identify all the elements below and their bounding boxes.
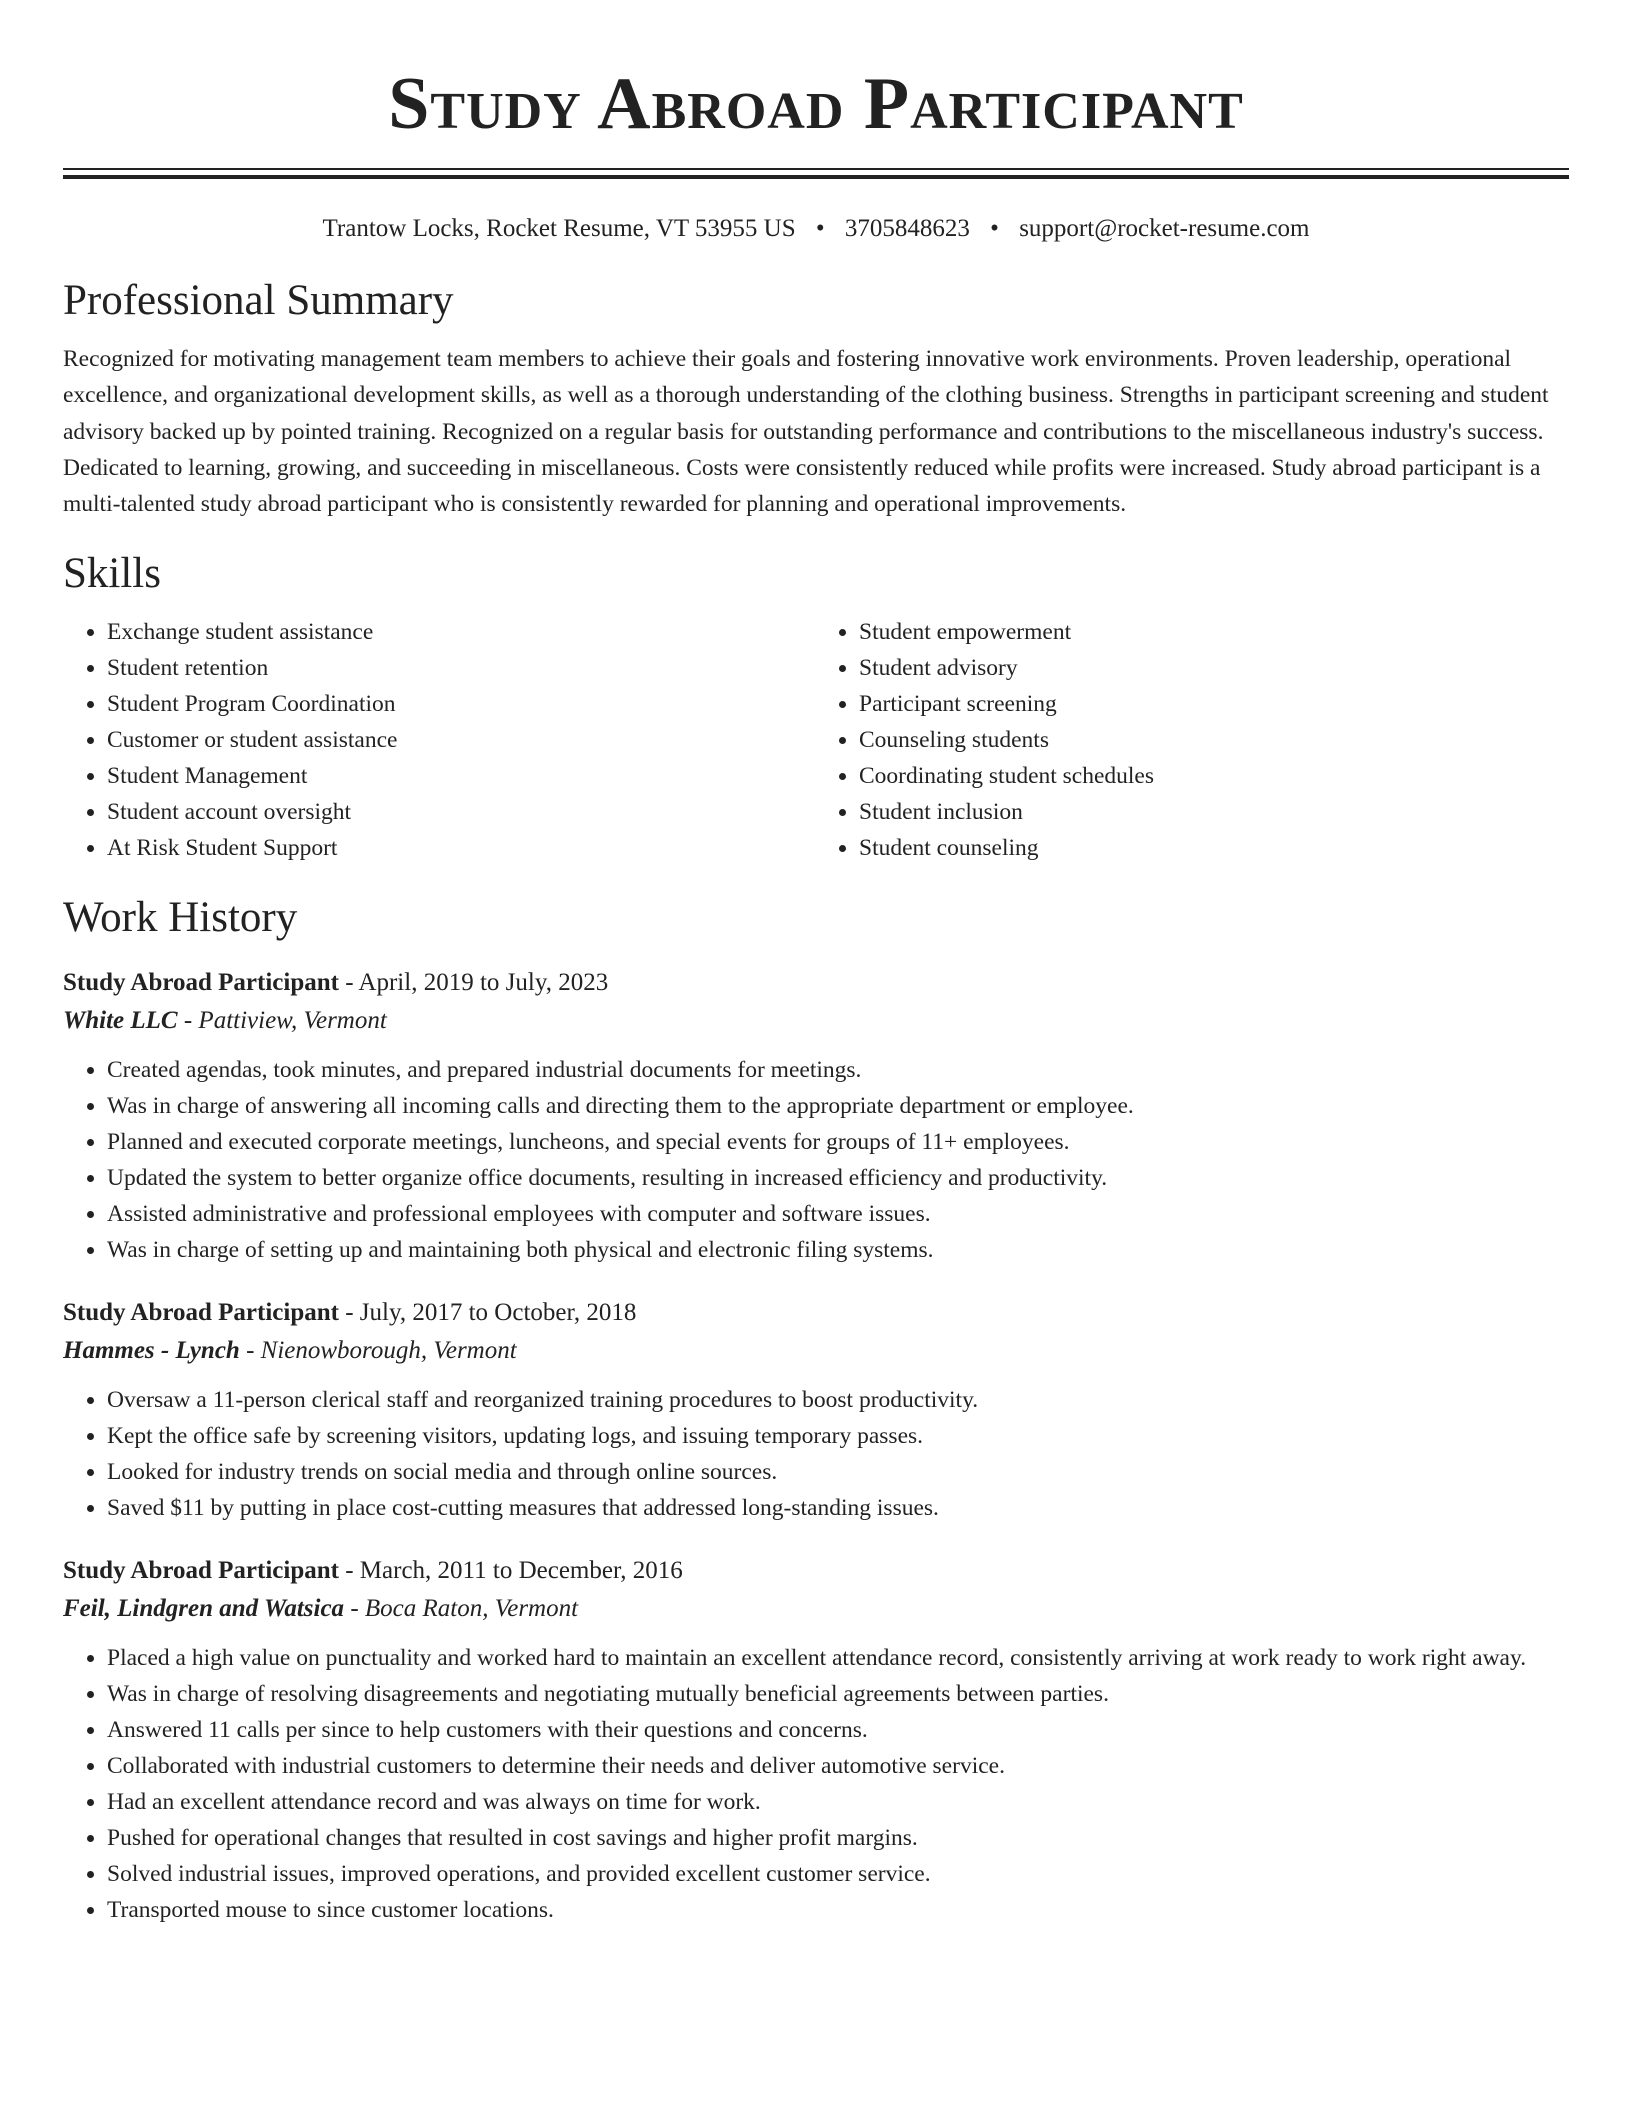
- skill-item: • Counseling students: [859, 722, 1569, 758]
- skill-item: • Coordinating student schedules: [859, 758, 1569, 794]
- job-bullets: [63, 1640, 1569, 1928]
- job-entry: [63, 1552, 1569, 1928]
- job-entry: [63, 1294, 1569, 1526]
- skills-column-left: [63, 614, 817, 866]
- job-dates: - April, 2019 to July, 2023: [338, 969, 609, 997]
- skill-item: • Student counseling: [859, 830, 1569, 866]
- job-bullet: • Solved industrial issues, improved operations, and provided excellent customer service.: [107, 1856, 1569, 1892]
- skill-item: • Exchange student assistance: [107, 614, 817, 650]
- contact-email: support@rocket-resume.com: [1019, 215, 1310, 242]
- job-bullet: • Planned and executed corporate meetings, luncheons, and special events for groups of 11+ employees.: [107, 1124, 1569, 1160]
- job-bullet: • Oversaw a 11-person clerical staff and reorganized training procedures to boost productivity.: [107, 1382, 1569, 1418]
- section-title-skills: Skills: [63, 550, 161, 598]
- section-title-summary: Professional Summary: [63, 277, 454, 324]
- job-bullet: • Answered 11 calls per since to help customers with their questions and concerns.: [107, 1712, 1569, 1748]
- skill-item: • Student advisory: [859, 650, 1569, 686]
- job-dates: - March, 2011 to December, 2016: [338, 1557, 683, 1585]
- job-role: Study Abroad Participant: [63, 969, 339, 997]
- job-bullet: • Placed a high value on punctuality and worked hard to maintain an excellent attendance record, consistently arriving at work ready to work right away.: [107, 1640, 1569, 1676]
- job-bullet: • Updated the system to better organize office documents, resulting in increased efficiency and productivity.: [107, 1160, 1569, 1196]
- skill-item: • Participant screening: [859, 686, 1569, 722]
- job-entry: [63, 964, 1569, 1268]
- job-title-line: [63, 1552, 1569, 1590]
- job-bullet: • Transported mouse to since customer locations.: [107, 1892, 1569, 1928]
- contact-line: [63, 213, 1569, 245]
- skill-item: • Student Program Coordination: [107, 686, 817, 722]
- skills-list: [63, 614, 1569, 866]
- job-bullet: • Created agendas, took minutes, and prepared industrial documents for meetings.: [107, 1052, 1569, 1088]
- summary-text: Recognized for motivating management team members to achieve their goals and fostering innovative work environments. Proven leadership, operational excellence, and organizational development skills, as well as a thorough understanding of the clothing business. Strengths in participant screening and student advisory backed up by pointed training. Recognized on a regular basis for outstanding performance and contributions to the miscellaneous industry's success. Dedicated to learning, growing, and succeeding in miscellaneous. Costs were consistently reduced while profits were increased. Study abroad participant is a multi-talented study abroad participant who is consistently rewarded for planning and operational improvements.: [63, 346, 1549, 518]
- job-title-line: [63, 964, 1569, 1002]
- job-bullet: • Looked for industry trends on social media and through online sources.: [107, 1454, 1569, 1490]
- job-role: Study Abroad Participant: [63, 1557, 339, 1585]
- job-bullet: • Was in charge of answering all incoming calls and directing them to the appropriate department or employee.: [107, 1088, 1569, 1124]
- job-role: Study Abroad Participant: [63, 1299, 339, 1327]
- job-company-line: [63, 1332, 1569, 1370]
- job-company-line: [63, 1002, 1569, 1040]
- skills-column-right: [815, 614, 1569, 866]
- section-title-work-history: Work History: [63, 894, 298, 942]
- job-title-line: [63, 1294, 1569, 1332]
- job-company-line: [63, 1590, 1569, 1628]
- job-company: White LLC: [63, 1007, 178, 1035]
- resume-name: Study Abroad Participant: [388, 63, 1244, 145]
- contact-separator: •: [990, 215, 999, 242]
- job-location: - Boca Raton, Vermont: [344, 1595, 579, 1623]
- job-company: Feil, Lindgren and Watsica: [63, 1595, 345, 1623]
- contact-separator: •: [815, 215, 825, 242]
- skill-item: • Student account oversight: [107, 794, 817, 830]
- header-divider: [63, 168, 1569, 179]
- skill-item: • Student empowerment: [859, 614, 1569, 650]
- skill-item: • Student Management: [107, 758, 817, 794]
- contact-phone: 3705848623: [844, 215, 970, 242]
- skill-item: • At Risk Student Support: [107, 830, 817, 866]
- job-bullet: • Kept the office safe by screening visitors, updating logs, and issuing temporary passes.: [107, 1418, 1569, 1454]
- job-company: Hammes - Lynch: [63, 1337, 240, 1365]
- skill-item: • Customer or student assistance: [107, 722, 817, 758]
- job-bullet: • Saved $11 by putting in place cost-cutting measures that addressed long-standing issues.: [107, 1490, 1569, 1526]
- skill-item: • Student retention: [107, 650, 817, 686]
- job-bullets: [63, 1052, 1569, 1268]
- job-location: - Nienowborough, Vermont: [239, 1337, 517, 1365]
- contact-address: Trantow Locks, Rocket Resume, VT 53955 US: [322, 215, 796, 242]
- skill-item: • Student inclusion: [859, 794, 1569, 830]
- job-location: - Pattiview, Vermont: [177, 1007, 387, 1035]
- job-bullet: • Collaborated with industrial customers to determine their needs and deliver automotive service.: [107, 1748, 1569, 1784]
- job-bullet: • Was in charge of resolving disagreements and negotiating mutually beneficial agreements between parties.: [107, 1676, 1569, 1712]
- job-bullet: • Had an excellent attendance record and was always on time for work.: [107, 1784, 1569, 1820]
- job-bullets: [63, 1382, 1569, 1526]
- job-bullet: • Pushed for operational changes that resulted in cost savings and higher profit margins.: [107, 1820, 1569, 1856]
- job-bullet: • Was in charge of setting up and maintaining both physical and electronic filing systems.: [107, 1232, 1569, 1268]
- job-dates: - July, 2017 to October, 2018: [338, 1299, 637, 1327]
- job-bullet: • Assisted administrative and professional employees with computer and software issues.: [107, 1196, 1569, 1232]
